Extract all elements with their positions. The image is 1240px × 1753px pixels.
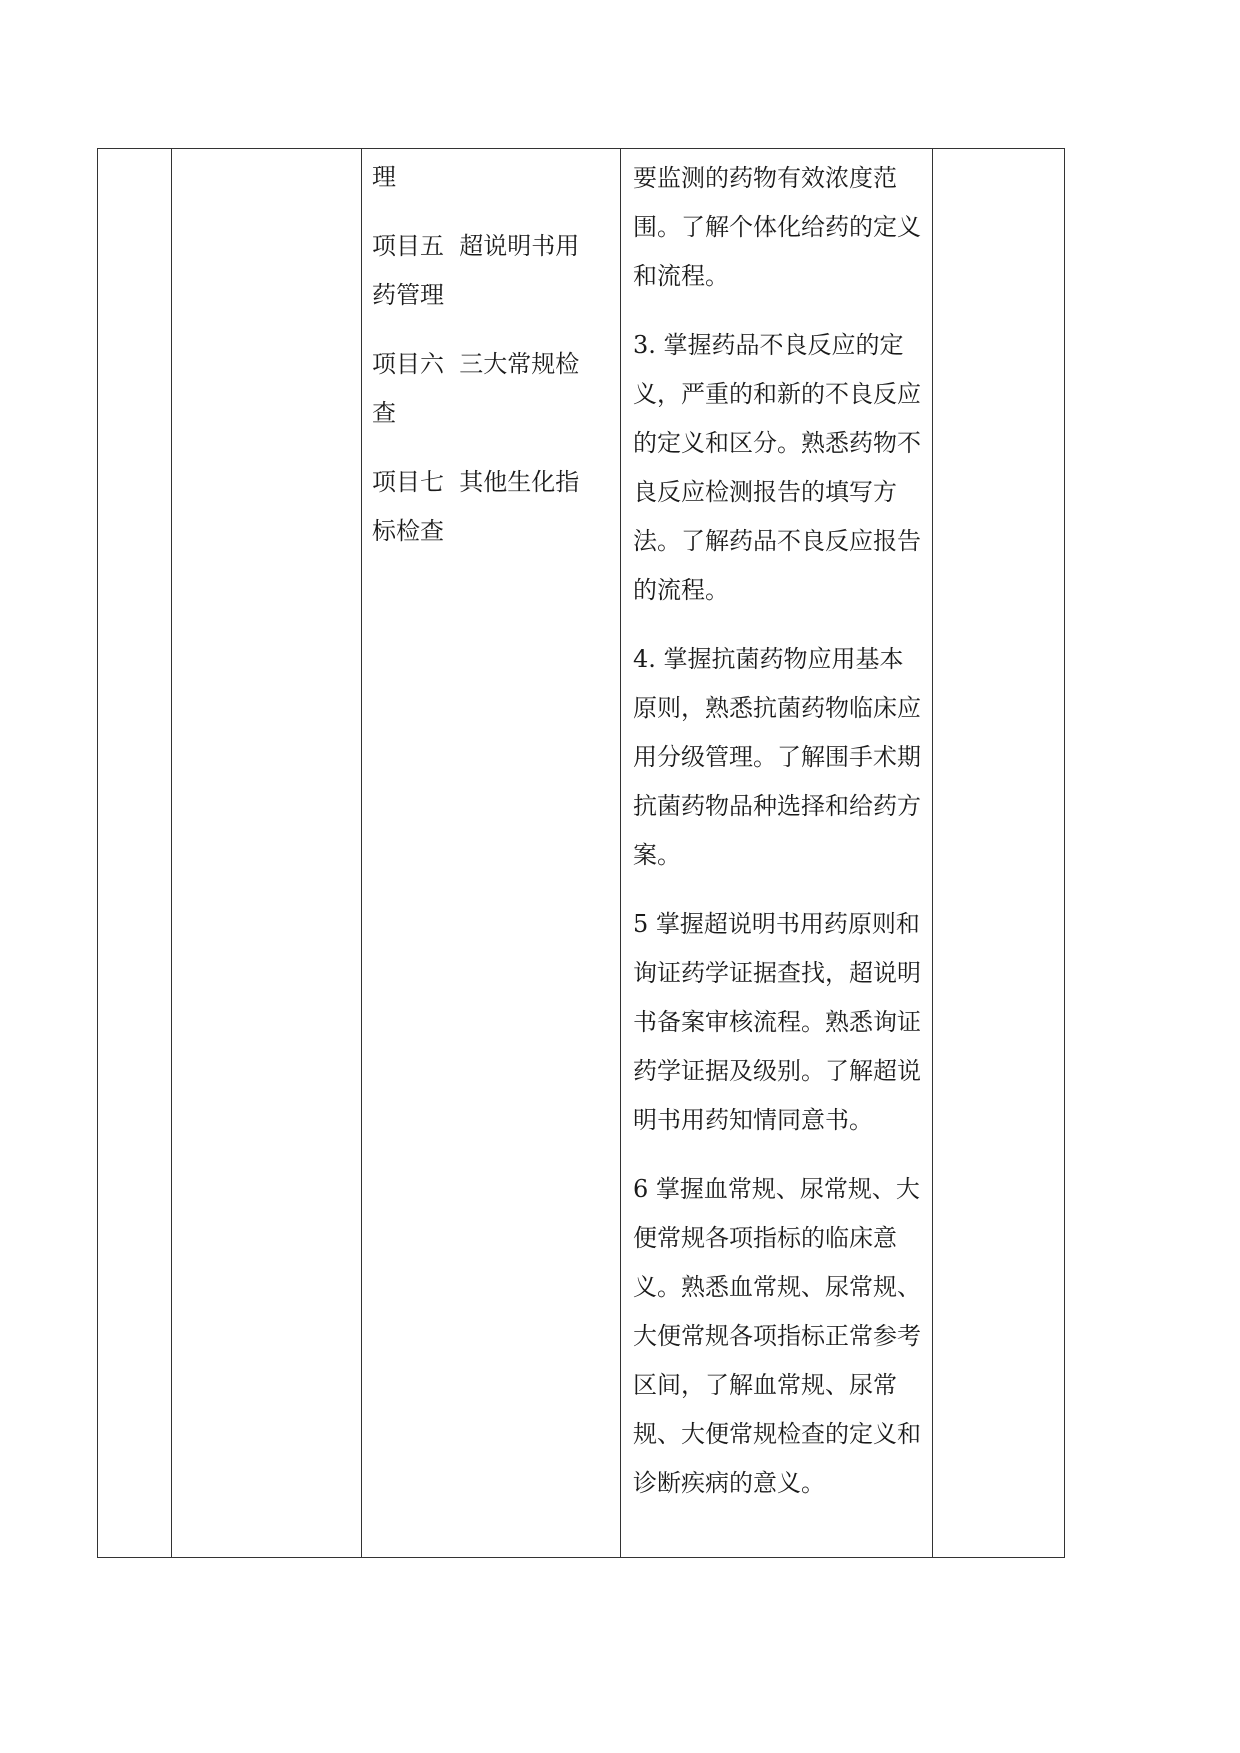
requirement-paragraph: 3. 掌握药品不良反应的定义，严重的和新的不良反应的定义和区分。熟悉药物不良反应检测报告的填写方法。了解药品不良反应报告的流程。 [633, 331, 921, 604]
table-cell-empty-5 [933, 149, 1065, 1558]
table-row [98, 149, 1065, 1558]
content-table [97, 148, 1065, 1558]
table-cell-empty-2 [172, 149, 362, 1558]
requirement-paragraph: 要监测的药物有效浓度范围。了解个体化给药的定义和流程。 [633, 164, 921, 290]
table-cell-requirements [621, 149, 933, 1558]
requirement-paragraph: 4. 掌握抗菌药物应用基本原则，熟悉抗菌药物临床应用分级管理。了解围手术期抗菌药物品种选择和给药方案。 [633, 645, 921, 869]
project-item: 理 [372, 163, 396, 191]
project-item: 项目五 超说明书用药管理 [372, 232, 580, 309]
project-item: 项目六 三大常规检查 [372, 350, 580, 427]
requirement-paragraph: 5 掌握超说明书用药原则和询证药学证据查找，超说明书备案审核流程。熟悉询证药学证据及级别。了解超说明书用药知情同意书。 [633, 910, 921, 1134]
requirement-paragraph: 6 掌握血常规、尿常规、大便常规各项指标的临床意义。熟悉血常规、尿常规、大便常规各项指标正常参考区间，了解血常规、尿常规、大便常规检查的定义和诊断疾病的意义。 [633, 1175, 921, 1497]
table-cell-empty-1 [98, 149, 172, 1558]
table-cell-projects [362, 149, 621, 1558]
project-item: 项目七 其他生化指标检查 [372, 468, 580, 545]
